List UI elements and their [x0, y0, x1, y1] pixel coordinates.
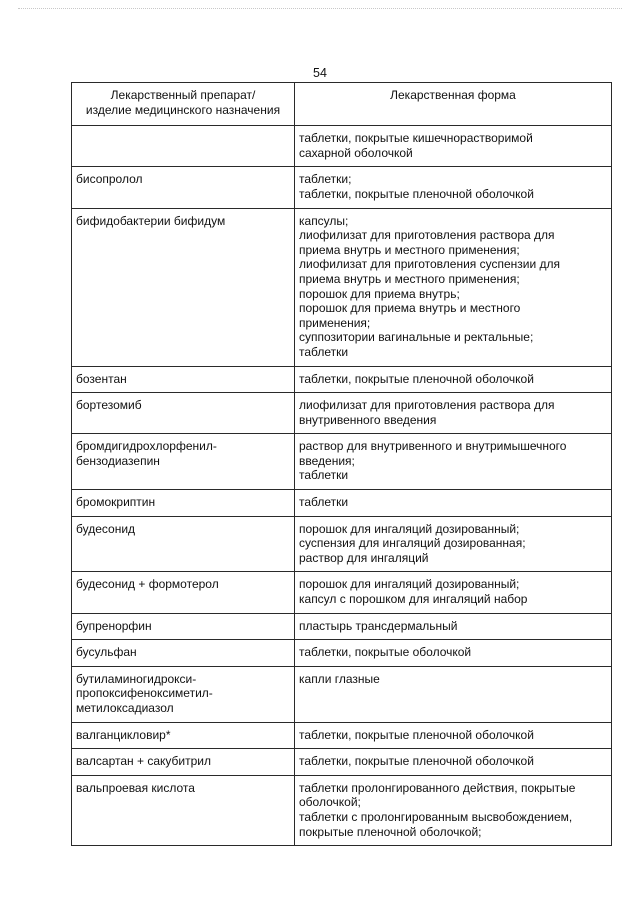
drug-cell: бисопролол [72, 167, 295, 208]
table-row [72, 366, 612, 393]
form-cell: порошок для ингаляций дозированный; суспензия для ингаляций дозированная; раствор для ингаляций [295, 516, 612, 572]
table-row [72, 722, 612, 749]
form-cell: таблетки [295, 490, 612, 517]
table-header-row [72, 83, 612, 126]
table-row [72, 208, 612, 366]
table-row [72, 516, 612, 572]
form-cell: порошок для ингаляций дозированный; капсул с порошком для ингаляций набор [295, 572, 612, 613]
drug-cell: бозентан [72, 366, 295, 393]
table-row [72, 572, 612, 613]
drug-cell [72, 126, 295, 167]
drug-cell: валганцикловир* [72, 722, 295, 749]
form-cell: таблетки пролонгированного действия, покрытые оболочкой; таблетки с пролонгированным высвобождением, покрытые пленочной оболочкой; [295, 775, 612, 845]
drug-cell: будесонид [72, 516, 295, 572]
table-row [72, 167, 612, 208]
form-cell: капсулы; лиофилизат для приготовления раствора для приема внутрь и местного применения; лиофилизат для приготовления суспензии для приема внутрь и местного применения; порошок для приема внутрь; порошок для приема внутрь и местного применения; суппозитории вагинальные и ректальные; таблетки [295, 208, 612, 366]
table-row [72, 490, 612, 517]
form-cell: пластырь трансдермальный [295, 613, 612, 640]
table-row [72, 393, 612, 434]
table-row [72, 640, 612, 667]
page-number: 54 [313, 66, 327, 80]
drug-cell: бупренорфин [72, 613, 295, 640]
drug-cell: бусульфан [72, 640, 295, 667]
table-row [72, 613, 612, 640]
drug-cell: будесонид + формотерол [72, 572, 295, 613]
table-row [72, 434, 612, 490]
drug-cell: бромокриптин [72, 490, 295, 517]
drug-cell: вальпроевая кислота [72, 775, 295, 845]
form-cell: таблетки, покрытые кишечнорастворимой сахарной оболочкой [295, 126, 612, 167]
table-row [72, 749, 612, 776]
form-cell: таблетки, покрытые пленочной оболочкой [295, 749, 612, 776]
form-cell: капли глазные [295, 666, 612, 722]
drug-cell: бифидобактерии бифидум [72, 208, 295, 366]
header-drug: Лекарственный препарат/ изделие медицинского назначения [72, 83, 295, 126]
drug-table [71, 82, 612, 846]
form-cell: таблетки, покрытые оболочкой [295, 640, 612, 667]
drug-cell: бутиламиногидрокси- пропоксифеноксиметил- метилоксадиазол [72, 666, 295, 722]
form-cell: лиофилизат для приготовления раствора для внутривенного введения [295, 393, 612, 434]
scan-artifact-line [18, 8, 622, 9]
form-cell: раствор для внутривенного и внутримышечного введения; таблетки [295, 434, 612, 490]
form-cell: таблетки, покрытые пленочной оболочкой [295, 722, 612, 749]
drug-cell: валсартан + сакубитрил [72, 749, 295, 776]
form-cell: таблетки, покрытые пленочной оболочкой [295, 366, 612, 393]
form-cell: таблетки; таблетки, покрытые пленочной оболочкой [295, 167, 612, 208]
header-form: Лекарственная форма [295, 83, 612, 126]
drug-cell: бортезомиб [72, 393, 295, 434]
table-row [72, 775, 612, 845]
table-row [72, 666, 612, 722]
drug-cell: бромдигидрохлорфенил- бензодиазепин [72, 434, 295, 490]
table-row [72, 126, 612, 167]
